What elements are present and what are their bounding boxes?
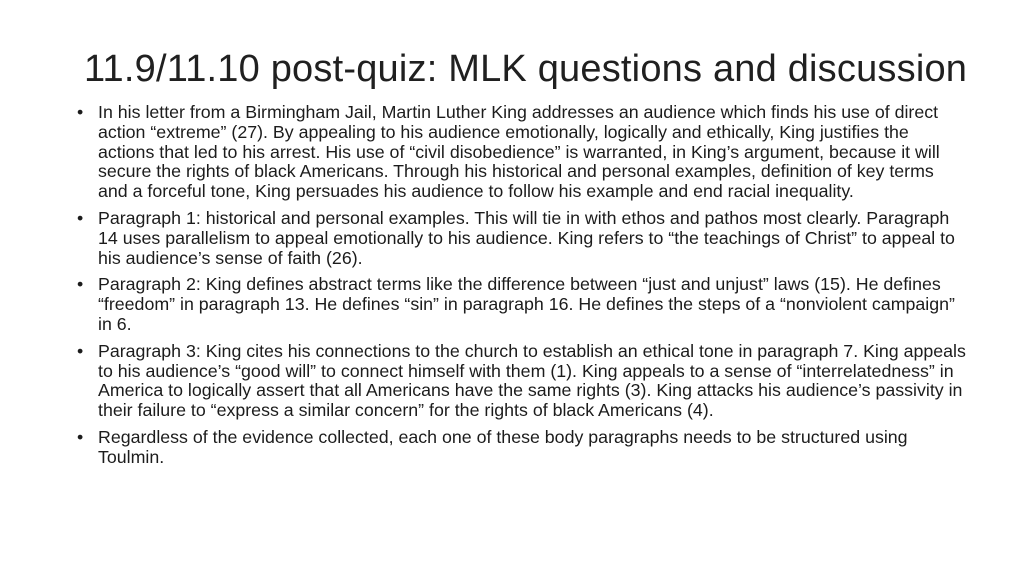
bullet-text: Paragraph 1: historical and personal examples. This will tie in with ethos and pathos most clearly. Paragraph 14 uses parallelism to appeal emotionally to his audience. King refers to “the teachings of Christ” to appeal to his audience’s sense of faith (26). <box>98 207 955 268</box>
bullet-item-thesis <box>76 103 966 202</box>
bullet-dot-icon: • <box>77 207 84 228</box>
bullet-text: Paragraph 3: King cites his connections to the church to establish an ethical tone in paragraph 7. King appeals to his audience’s “good will” to connect himself with them (1). King appeals to a sense of “interrelatedness” in America to logically assert that all Americans have the same rights (3). King attacks his audience’s passivity in their failure to “express a similar concern” for the rights of black Americans (4). <box>98 340 966 421</box>
bullet-text: In his letter from a Birmingham Jail, Martin Luther King addresses an audience which finds his use of direct action “extreme” (27). By appealing to his audience emotionally, logically and ethically, King justifies the actions that led to his arrest. His use of “civil disobedience” is warranted, in King’s argument, because it will secure the rights of black Americans. Through his historical and personal examples, definition of key terms and a forceful tone, King persuades his audience to follow his example and end racial inequality. <box>98 102 940 202</box>
bullet-dot-icon: • <box>77 340 84 361</box>
bullet-dot-icon: • <box>77 426 84 447</box>
bullet-list <box>76 103 966 475</box>
bullet-item-paragraph-1 <box>76 209 966 268</box>
bullet-dot-icon: • <box>77 274 84 295</box>
bullet-text: Regardless of the evidence collected, each one of these body paragraphs needs to be structured using Toulmin. <box>98 426 908 467</box>
bullet-item-paragraph-2 <box>76 275 966 334</box>
bullet-item-paragraph-3 <box>76 342 966 421</box>
slide-title: 11.9/11.10 post-quiz: MLK questions and discussion <box>84 48 968 90</box>
bullet-dot-icon: • <box>77 102 84 122</box>
bullet-text: Paragraph 2: King defines abstract terms like the difference between “just and unjust” laws (15). He defines “freedom” in paragraph 13. He defines “sin” in paragraph 16. He defines the steps of a “nonviolent campaign” in 6. <box>98 274 955 334</box>
bullet-item-toulmin <box>76 428 966 468</box>
